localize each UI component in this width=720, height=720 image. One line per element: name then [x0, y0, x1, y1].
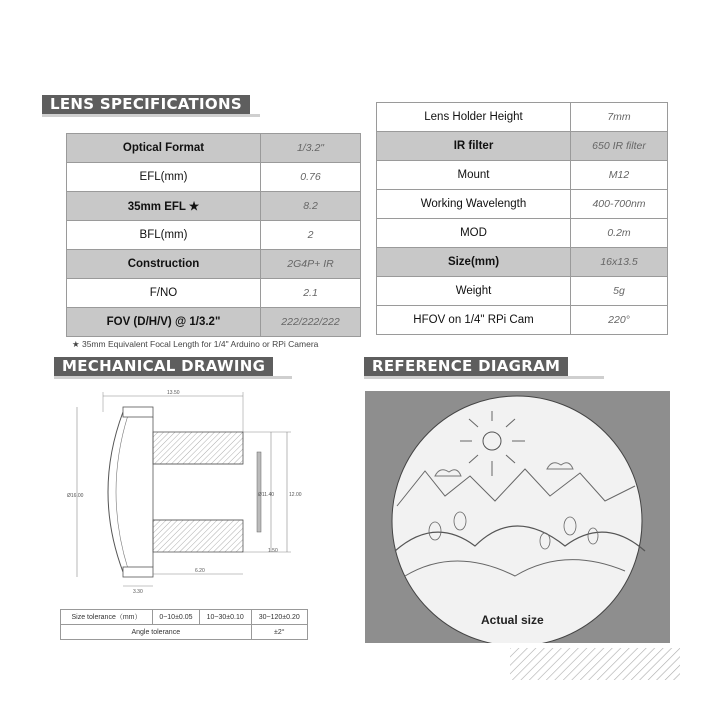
spec-value: 220° — [571, 306, 668, 335]
spec-key: EFL(mm) — [67, 163, 261, 192]
spec-value: 650 IR filter — [571, 132, 668, 161]
tolerance-table — [60, 609, 308, 640]
spec-row — [67, 221, 361, 250]
mechanical-drawing — [55, 382, 310, 602]
left-spec-table — [66, 133, 361, 337]
spec-key: MOD — [377, 219, 571, 248]
spec-value: 2 — [261, 221, 361, 250]
spec-value: M12 — [571, 161, 668, 190]
spec-key: FOV (D/H/V) @ 1/3.2" — [67, 308, 261, 337]
spec-value: 222/222/222 — [261, 308, 361, 337]
spec-value: 16x13.5 — [571, 248, 668, 277]
tolerance-cell: Size tolerance（mm） — [61, 610, 153, 625]
dim-step-label: 1.50 — [268, 548, 278, 554]
tolerance-cell: 0~10±0.05 — [153, 610, 200, 625]
spec-value: 1/3.2" — [261, 134, 361, 163]
spec-key: Working Wavelength — [377, 190, 571, 219]
title-underline — [42, 114, 260, 117]
decorative-hatch-strip — [510, 648, 680, 680]
reference-illustration — [365, 391, 670, 643]
spec-value: 2.1 — [261, 279, 361, 308]
spec-value: 2G4P+ IR — [261, 250, 361, 279]
spec-row — [67, 192, 361, 221]
spec-value: 5g — [571, 277, 668, 306]
spec-row — [377, 219, 668, 248]
spec-row — [377, 190, 668, 219]
spec-value: 8.2 — [261, 192, 361, 221]
mechanical-drawing-title: MECHANICAL DRAWING — [54, 357, 273, 376]
title-underline — [364, 376, 604, 379]
right-spec-table — [376, 102, 668, 335]
dim-right-label: 12.00 — [289, 492, 302, 498]
spec-value: 400-700nm — [571, 190, 668, 219]
spec-row — [377, 132, 668, 161]
reference-diagram-title: REFERENCE DIAGRAM — [364, 357, 568, 376]
spec-value: 0.76 — [261, 163, 361, 192]
dim-inner-label: Ø11.40 — [258, 492, 275, 498]
footnote: ★ 35mm Equivalent Focal Length for 1/4" Arduino or RPi Camera — [72, 339, 319, 349]
spec-key: Optical Format — [67, 134, 261, 163]
dim-top-label: 13.50 — [167, 390, 180, 396]
spec-key: IR filter — [377, 132, 571, 161]
diagram-caption: Actual size — [481, 613, 544, 627]
spec-row — [377, 306, 668, 335]
lens-specifications-title: LENS SPECIFICATIONS — [42, 95, 250, 114]
spec-row — [67, 279, 361, 308]
title-underline — [54, 376, 292, 379]
spec-row — [67, 308, 361, 337]
spec-value: 0.2m — [571, 219, 668, 248]
spec-key: HFOV on 1/4" RPi Cam — [377, 306, 571, 335]
spec-key: Lens Holder Height — [377, 103, 571, 132]
spec-row — [377, 103, 668, 132]
dim-bottom-left-label: 3.30 — [133, 589, 143, 595]
spec-row — [67, 163, 361, 192]
spec-key: F/NO — [67, 279, 261, 308]
dim-left-label: Ø16.00 — [67, 493, 84, 499]
tolerance-cell: 30~120±0.20 — [251, 610, 307, 625]
spec-row — [377, 161, 668, 190]
spec-key: 35mm EFL ★ — [67, 192, 261, 221]
spec-row — [67, 250, 361, 279]
dim-bottom-mid-label: 6.20 — [195, 568, 205, 574]
tolerance-cell: 10~30±0.10 — [199, 610, 251, 625]
spec-key: Mount — [377, 161, 571, 190]
tolerance-cell: Angle tolerance — [61, 625, 252, 640]
spec-row — [67, 134, 361, 163]
spec-key: Size(mm) — [377, 248, 571, 277]
tolerance-cell: ±2° — [251, 625, 307, 640]
spec-row — [377, 248, 668, 277]
spec-value: 7mm — [571, 103, 668, 132]
spec-key: Weight — [377, 277, 571, 306]
spec-key: BFL(mm) — [67, 221, 261, 250]
spec-row — [377, 277, 668, 306]
spec-key: Construction — [67, 250, 261, 279]
